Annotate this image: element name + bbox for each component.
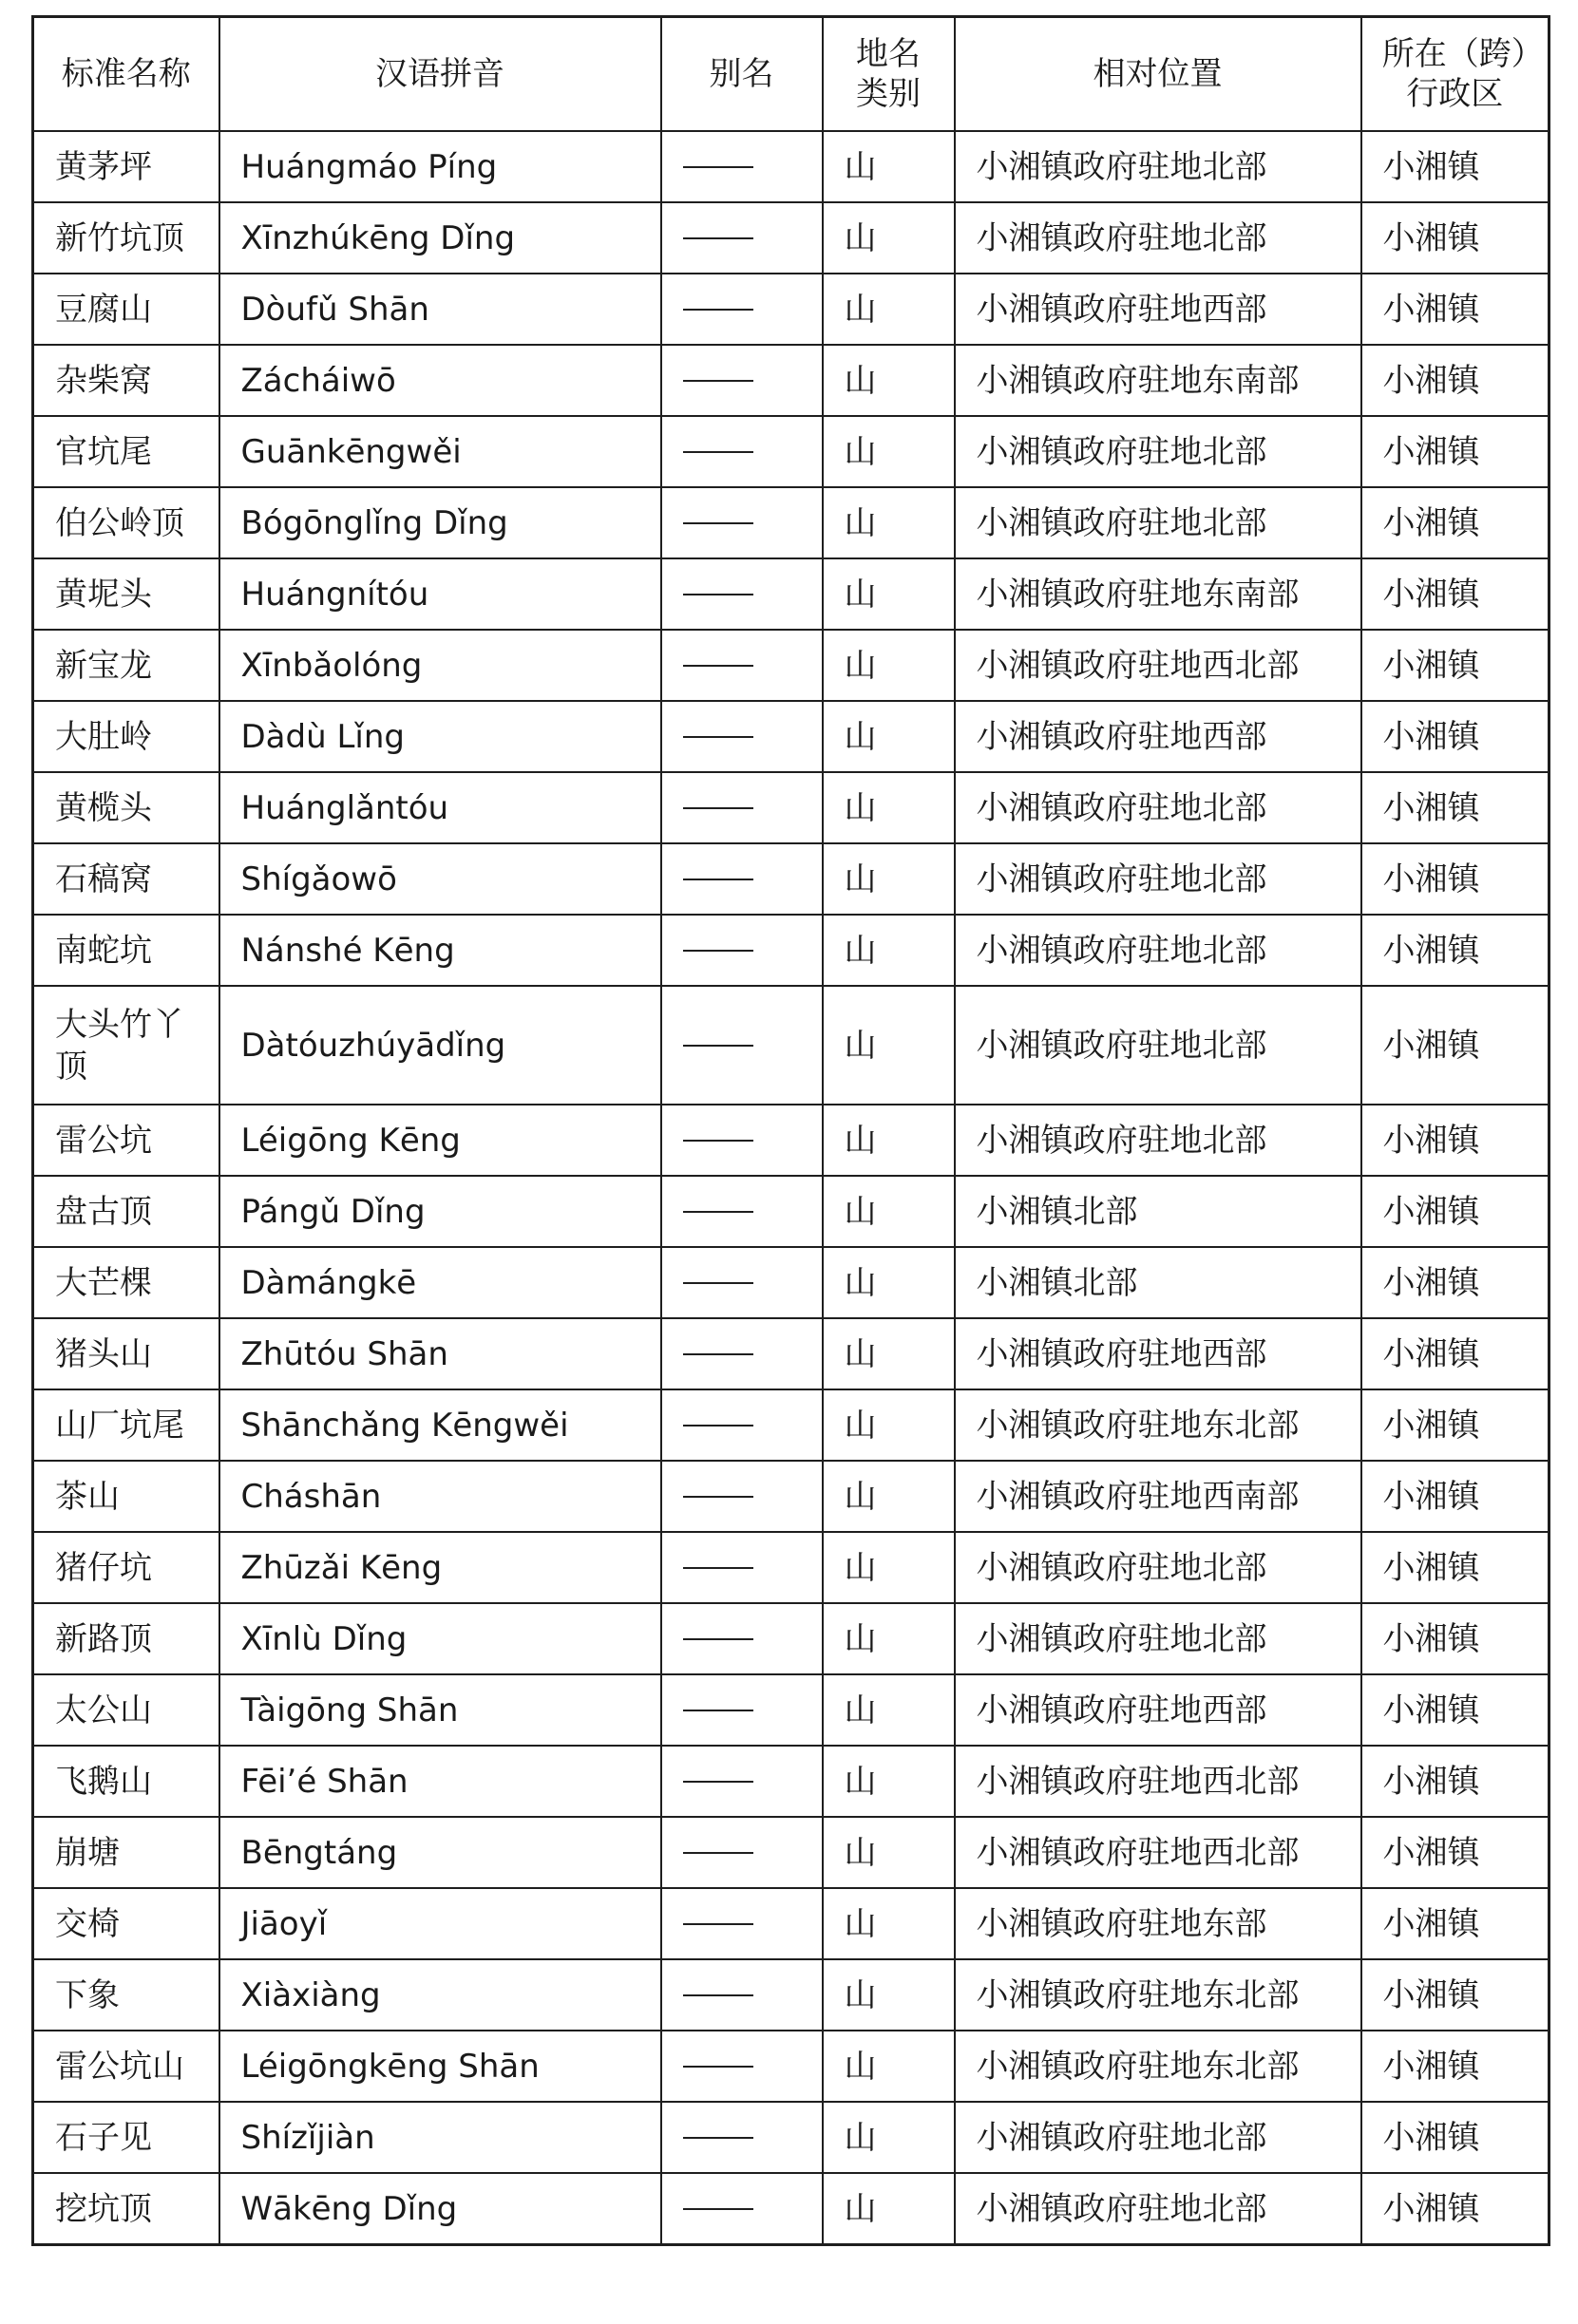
- table-row: [33, 345, 1549, 416]
- table-row: [33, 1817, 1549, 1888]
- cell-alias: [661, 1105, 823, 1176]
- cell-district: 小湘镇: [1361, 1461, 1549, 1532]
- cell-alias: [661, 1888, 823, 1959]
- cell-alias: [661, 1389, 823, 1461]
- cell-pinyin: Cháshān: [219, 1461, 661, 1532]
- cell-district: 小湘镇: [1361, 202, 1549, 274]
- cell-category: 山: [823, 2173, 955, 2245]
- cell-category: 山: [823, 915, 955, 986]
- cell-category: 山: [823, 416, 955, 487]
- cell-relative-position: 小湘镇北部: [955, 1176, 1361, 1247]
- cell-pinyin: Pángǔ Dǐng: [219, 1176, 661, 1247]
- cell-relative-position: 小湘镇政府驻地北部: [955, 772, 1361, 843]
- cell-standard-name: 黄坭头: [33, 558, 219, 630]
- cell-standard-name: 南蛇坑: [33, 915, 219, 986]
- alias-dash: [683, 1282, 753, 1284]
- cell-district: 小湘镇: [1361, 1817, 1549, 1888]
- cell-standard-name: 崩塘: [33, 1817, 219, 1888]
- cell-district: 小湘镇: [1361, 986, 1549, 1105]
- alias-dash: [683, 665, 753, 667]
- table-row: [33, 2173, 1549, 2245]
- cell-district: 小湘镇: [1361, 416, 1549, 487]
- cell-relative-position: 小湘镇北部: [955, 1247, 1361, 1318]
- alias-dash: [683, 1710, 753, 1711]
- cell-district: 小湘镇: [1361, 1318, 1549, 1389]
- cell-district: 小湘镇: [1361, 843, 1549, 915]
- cell-district: 小湘镇: [1361, 1105, 1549, 1176]
- header-category: 地名类别: [823, 17, 955, 132]
- alias-dash: [683, 594, 753, 595]
- cell-category: 山: [823, 1959, 955, 2031]
- cell-category: 山: [823, 772, 955, 843]
- table-row: [33, 1746, 1549, 1817]
- cell-alias: [661, 2031, 823, 2102]
- cell-standard-name: 石稿窝: [33, 843, 219, 915]
- cell-pinyin: Huánglǎntóu: [219, 772, 661, 843]
- cell-pinyin: Dàtóuzhúyādǐng: [219, 986, 661, 1105]
- cell-category: 山: [823, 1532, 955, 1603]
- cell-standard-name: 豆腐山: [33, 274, 219, 345]
- cell-category: 山: [823, 986, 955, 1105]
- cell-alias: [661, 558, 823, 630]
- cell-category: 山: [823, 131, 955, 202]
- table-row: [33, 1603, 1549, 1674]
- alias-dash: [683, 1994, 753, 1996]
- cell-category: 山: [823, 345, 955, 416]
- cell-pinyin: Tàigōng Shān: [219, 1674, 661, 1746]
- alias-dash: [683, 237, 753, 239]
- cell-category: 山: [823, 1247, 955, 1318]
- table-row: [33, 986, 1549, 1105]
- alias-dash: [683, 2137, 753, 2139]
- cell-standard-name: 官坑尾: [33, 416, 219, 487]
- cell-alias: [661, 416, 823, 487]
- table-row: [33, 1389, 1549, 1461]
- alias-dash: [683, 807, 753, 809]
- cell-relative-position: 小湘镇政府驻地西南部: [955, 1461, 1361, 1532]
- cell-relative-position: 小湘镇政府驻地北部: [955, 915, 1361, 986]
- table-row: [33, 1888, 1549, 1959]
- cell-standard-name: 大肚岭: [33, 701, 219, 772]
- cell-district: 小湘镇: [1361, 2173, 1549, 2245]
- header-standard-name: 标准名称: [33, 17, 219, 132]
- cell-alias: [661, 202, 823, 274]
- cell-alias: [661, 1318, 823, 1389]
- cell-pinyin: Wākēng Dǐng: [219, 2173, 661, 2245]
- header-row: [33, 17, 1549, 132]
- cell-standard-name: 猪仔坑: [33, 1532, 219, 1603]
- cell-relative-position: 小湘镇政府驻地北部: [955, 1532, 1361, 1603]
- cell-district: 小湘镇: [1361, 1389, 1549, 1461]
- cell-pinyin: Dòufǔ Shān: [219, 274, 661, 345]
- cell-pinyin: Guānkēngwěi: [219, 416, 661, 487]
- table-row: [33, 1318, 1549, 1389]
- cell-pinyin: Shígǎowō: [219, 843, 661, 915]
- cell-pinyin: Bógōnglǐng Dǐng: [219, 487, 661, 558]
- cell-relative-position: 小湘镇政府驻地北部: [955, 1603, 1361, 1674]
- cell-alias: [661, 345, 823, 416]
- cell-district: 小湘镇: [1361, 487, 1549, 558]
- alias-dash: [683, 451, 753, 453]
- cell-relative-position: 小湘镇政府驻地西部: [955, 1674, 1361, 1746]
- table-row: [33, 1461, 1549, 1532]
- place-name-table-container: [31, 15, 1548, 2246]
- cell-standard-name: 大头竹丫顶: [33, 986, 219, 1105]
- cell-alias: [661, 1603, 823, 1674]
- cell-relative-position: 小湘镇政府驻地西北部: [955, 630, 1361, 701]
- cell-alias: [661, 630, 823, 701]
- cell-standard-name: 盘古顶: [33, 1176, 219, 1247]
- cell-relative-position: 小湘镇政府驻地东北部: [955, 1959, 1361, 2031]
- table-row: [33, 274, 1549, 345]
- place-name-table: [31, 15, 1550, 2246]
- header-district: 所在（跨）行政区: [1361, 17, 1549, 132]
- cell-district: 小湘镇: [1361, 915, 1549, 986]
- cell-category: 山: [823, 843, 955, 915]
- cell-pinyin: Fēi’é Shān: [219, 1746, 661, 1817]
- cell-relative-position: 小湘镇政府驻地东南部: [955, 558, 1361, 630]
- cell-pinyin: Zhūtóu Shān: [219, 1318, 661, 1389]
- cell-category: 山: [823, 1817, 955, 1888]
- cell-alias: [661, 131, 823, 202]
- alias-dash: [683, 1781, 753, 1783]
- cell-category: 山: [823, 1176, 955, 1247]
- cell-relative-position: 小湘镇政府驻地北部: [955, 2102, 1361, 2173]
- cell-pinyin: Nánshé Kēng: [219, 915, 661, 986]
- cell-relative-position: 小湘镇政府驻地北部: [955, 2173, 1361, 2245]
- cell-category: 山: [823, 1603, 955, 1674]
- alias-dash: [683, 1045, 753, 1047]
- cell-relative-position: 小湘镇政府驻地西部: [955, 1318, 1361, 1389]
- alias-dash: [683, 522, 753, 524]
- cell-standard-name: 杂柴窝: [33, 345, 219, 416]
- table-row: [33, 1176, 1549, 1247]
- cell-standard-name: 交椅: [33, 1888, 219, 1959]
- cell-standard-name: 新竹坑顶: [33, 202, 219, 274]
- cell-relative-position: 小湘镇政府驻地北部: [955, 843, 1361, 915]
- cell-pinyin: Zhūzǎi Kēng: [219, 1532, 661, 1603]
- cell-alias: [661, 1746, 823, 1817]
- cell-category: 山: [823, 701, 955, 772]
- alias-dash: [683, 2208, 753, 2210]
- cell-pinyin: Shízǐjiàn: [219, 2102, 661, 2173]
- cell-district: 小湘镇: [1361, 131, 1549, 202]
- alias-dash: [683, 1140, 753, 1142]
- alias-dash: [683, 736, 753, 738]
- table-row: [33, 1532, 1549, 1603]
- cell-standard-name: 茶山: [33, 1461, 219, 1532]
- cell-district: 小湘镇: [1361, 1959, 1549, 2031]
- cell-category: 山: [823, 1888, 955, 1959]
- cell-category: 山: [823, 2102, 955, 2173]
- cell-relative-position: 小湘镇政府驻地北部: [955, 986, 1361, 1105]
- cell-relative-position: 小湘镇政府驻地西北部: [955, 1746, 1361, 1817]
- cell-category: 山: [823, 2031, 955, 2102]
- cell-standard-name: 伯公岭顶: [33, 487, 219, 558]
- table-row: [33, 416, 1549, 487]
- cell-pinyin: Zácháiwō: [219, 345, 661, 416]
- cell-standard-name: 黄榄头: [33, 772, 219, 843]
- cell-standard-name: 新路顶: [33, 1603, 219, 1674]
- alias-dash: [683, 879, 753, 880]
- table-row: [33, 843, 1549, 915]
- table-body: [33, 131, 1549, 2245]
- cell-category: 山: [823, 202, 955, 274]
- cell-standard-name: 猪头山: [33, 1318, 219, 1389]
- table-row: [33, 915, 1549, 986]
- cell-district: 小湘镇: [1361, 1532, 1549, 1603]
- table-row: [33, 1105, 1549, 1176]
- cell-alias: [661, 1674, 823, 1746]
- header-alias: 别名: [661, 17, 823, 132]
- table-row: [33, 202, 1549, 274]
- cell-relative-position: 小湘镇政府驻地北部: [955, 131, 1361, 202]
- cell-alias: [661, 1176, 823, 1247]
- cell-district: 小湘镇: [1361, 1674, 1549, 1746]
- cell-standard-name: 新宝龙: [33, 630, 219, 701]
- alias-dash: [683, 1425, 753, 1427]
- cell-category: 山: [823, 1461, 955, 1532]
- cell-district: 小湘镇: [1361, 1603, 1549, 1674]
- cell-district: 小湘镇: [1361, 1247, 1549, 1318]
- cell-pinyin: Dàdù Lǐng: [219, 701, 661, 772]
- cell-alias: [661, 1532, 823, 1603]
- cell-relative-position: 小湘镇政府驻地北部: [955, 1105, 1361, 1176]
- table-row: [33, 131, 1549, 202]
- cell-standard-name: 山厂坑尾: [33, 1389, 219, 1461]
- cell-relative-position: 小湘镇政府驻地东部: [955, 1888, 1361, 1959]
- cell-alias: [661, 2102, 823, 2173]
- cell-pinyin: Shānchǎng Kēngwěi: [219, 1389, 661, 1461]
- cell-relative-position: 小湘镇政府驻地西部: [955, 701, 1361, 772]
- cell-pinyin: Léigōngkēng Shān: [219, 2031, 661, 2102]
- cell-district: 小湘镇: [1361, 2102, 1549, 2173]
- table-row: [33, 558, 1549, 630]
- cell-relative-position: 小湘镇政府驻地东北部: [955, 2031, 1361, 2102]
- cell-standard-name: 黄茅坪: [33, 131, 219, 202]
- cell-pinyin: Jiāoyǐ: [219, 1888, 661, 1959]
- cell-relative-position: 小湘镇政府驻地西北部: [955, 1817, 1361, 1888]
- cell-category: 山: [823, 630, 955, 701]
- cell-alias: [661, 772, 823, 843]
- cell-relative-position: 小湘镇政府驻地东南部: [955, 345, 1361, 416]
- alias-dash: [683, 166, 753, 168]
- cell-alias: [661, 274, 823, 345]
- cell-alias: [661, 701, 823, 772]
- table-row: [33, 630, 1549, 701]
- cell-pinyin: Xīnlù Dǐng: [219, 1603, 661, 1674]
- table-row: [33, 1247, 1549, 1318]
- cell-district: 小湘镇: [1361, 1746, 1549, 1817]
- alias-dash: [683, 1353, 753, 1355]
- cell-alias: [661, 915, 823, 986]
- cell-alias: [661, 2173, 823, 2245]
- cell-alias: [661, 487, 823, 558]
- alias-dash: [683, 950, 753, 952]
- cell-category: 山: [823, 487, 955, 558]
- alias-dash: [683, 1638, 753, 1640]
- cell-district: 小湘镇: [1361, 630, 1549, 701]
- cell-alias: [661, 843, 823, 915]
- cell-pinyin: Dàmángkē: [219, 1247, 661, 1318]
- cell-standard-name: 雷公坑: [33, 1105, 219, 1176]
- cell-category: 山: [823, 1746, 955, 1817]
- cell-category: 山: [823, 1318, 955, 1389]
- table-header: [33, 17, 1549, 132]
- cell-district: 小湘镇: [1361, 558, 1549, 630]
- cell-district: 小湘镇: [1361, 772, 1549, 843]
- cell-pinyin: Xiàxiàng: [219, 1959, 661, 2031]
- cell-relative-position: 小湘镇政府驻地西部: [955, 274, 1361, 345]
- cell-category: 山: [823, 1105, 955, 1176]
- cell-alias: [661, 1817, 823, 1888]
- cell-category: 山: [823, 558, 955, 630]
- cell-district: 小湘镇: [1361, 1176, 1549, 1247]
- cell-relative-position: 小湘镇政府驻地北部: [955, 202, 1361, 274]
- table-row: [33, 2031, 1549, 2102]
- cell-standard-name: 飞鹅山: [33, 1746, 219, 1817]
- header-pinyin: 汉语拼音: [219, 17, 661, 132]
- cell-standard-name: 雷公坑山: [33, 2031, 219, 2102]
- cell-relative-position: 小湘镇政府驻地东北部: [955, 1389, 1361, 1461]
- table-row: [33, 1674, 1549, 1746]
- cell-pinyin: Huángmáo Píng: [219, 131, 661, 202]
- cell-relative-position: 小湘镇政府驻地北部: [955, 416, 1361, 487]
- table-row: [33, 772, 1549, 843]
- cell-alias: [661, 1461, 823, 1532]
- alias-dash: [683, 1567, 753, 1569]
- cell-alias: [661, 986, 823, 1105]
- cell-category: 山: [823, 1389, 955, 1461]
- alias-dash: [683, 1852, 753, 1854]
- cell-alias: [661, 1959, 823, 2031]
- table-row: [33, 701, 1549, 772]
- cell-pinyin: Léigōng Kēng: [219, 1105, 661, 1176]
- table-row: [33, 1959, 1549, 2031]
- cell-relative-position: 小湘镇政府驻地北部: [955, 487, 1361, 558]
- cell-standard-name: 太公山: [33, 1674, 219, 1746]
- alias-dash: [683, 380, 753, 382]
- cell-category: 山: [823, 1674, 955, 1746]
- cell-district: 小湘镇: [1361, 2031, 1549, 2102]
- cell-pinyin: Bēngtáng: [219, 1817, 661, 1888]
- cell-standard-name: 下象: [33, 1959, 219, 2031]
- alias-dash: [683, 1211, 753, 1213]
- cell-district: 小湘镇: [1361, 701, 1549, 772]
- cell-pinyin: Huángnítóu: [219, 558, 661, 630]
- alias-dash: [683, 309, 753, 311]
- cell-district: 小湘镇: [1361, 274, 1549, 345]
- table-row: [33, 2102, 1549, 2173]
- alias-dash: [683, 1496, 753, 1498]
- cell-pinyin: Xīnbǎolóng: [219, 630, 661, 701]
- cell-alias: [661, 1247, 823, 1318]
- cell-district: 小湘镇: [1361, 345, 1549, 416]
- cell-standard-name: 大芒棵: [33, 1247, 219, 1318]
- alias-dash: [683, 1923, 753, 1925]
- cell-standard-name: 石子见: [33, 2102, 219, 2173]
- header-relative-position: 相对位置: [955, 17, 1361, 132]
- cell-district: 小湘镇: [1361, 1888, 1549, 1959]
- table-row: [33, 487, 1549, 558]
- alias-dash: [683, 2066, 753, 2068]
- cell-standard-name: 挖坑顶: [33, 2173, 219, 2245]
- cell-category: 山: [823, 274, 955, 345]
- cell-pinyin: Xīnzhúkēng Dǐng: [219, 202, 661, 274]
